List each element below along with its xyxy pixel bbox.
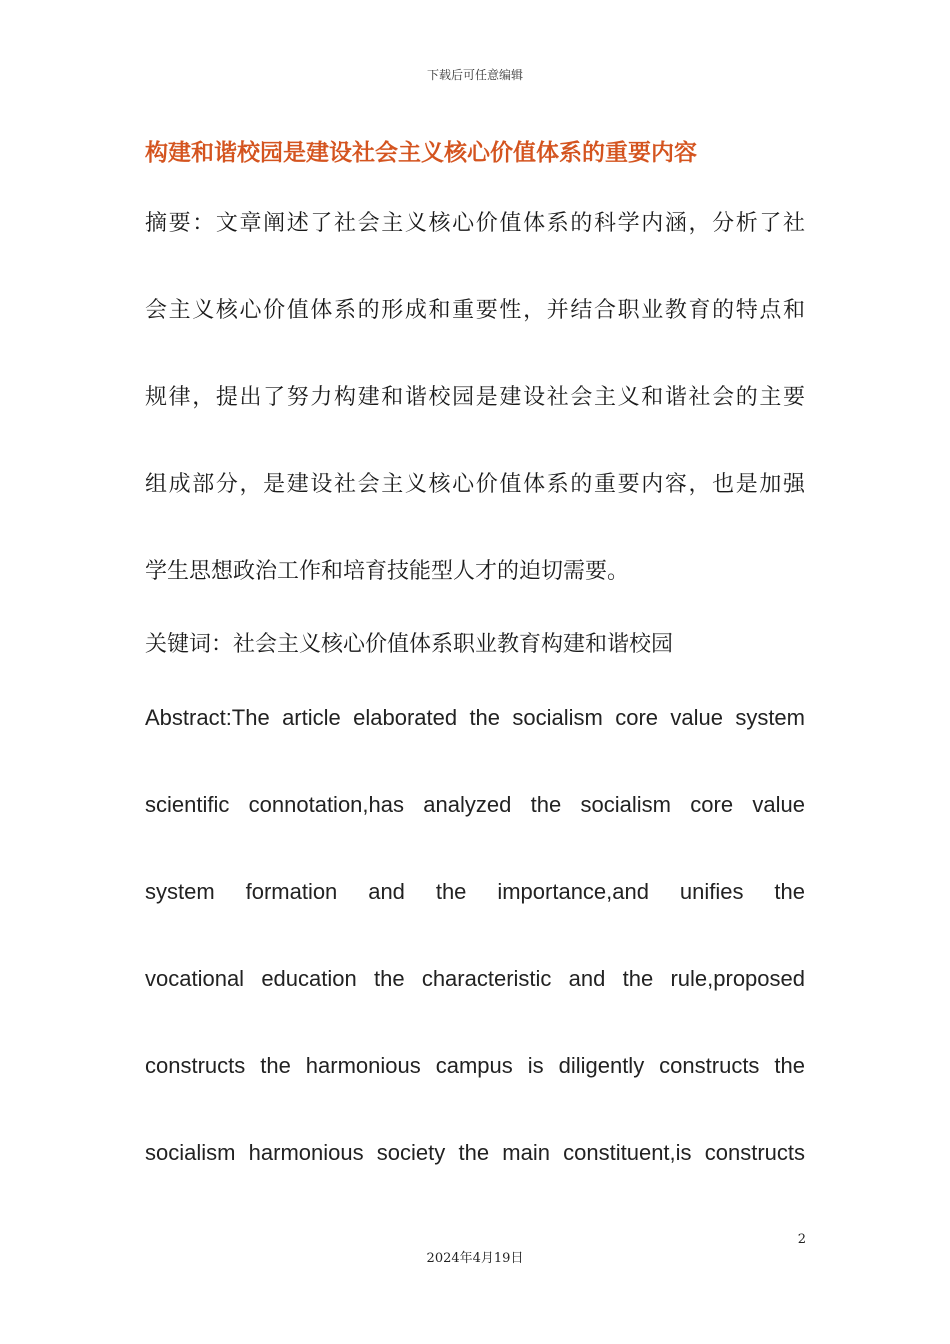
abstract-en-line-1: Abstract:The article elaborated the socialism core value system	[145, 705, 805, 730]
abstract-en-line-2: scientific connotation,has analyzed the socialism core value	[145, 792, 805, 817]
page-header: 下载后可任意编辑	[426, 68, 523, 82]
abstract-cn-line-3: 规律，提出了努力构建和谐校园是建设社会主义和谐社会的主要	[145, 385, 805, 410]
abstract-cn-line-2: 会主义核心价值体系的形成和重要性，并结合职业教育的特点和	[145, 298, 805, 323]
abstract-en-line-3: system formation and the importance,and unifies the	[145, 879, 805, 904]
abstract-cn-line-1: 摘要：文章阐述了社会主义核心价值体系的科学内涵，分析了社	[145, 211, 805, 236]
abstract-en-line-6: socialism harmonious society the main constituent,is constructs	[145, 1140, 805, 1165]
abstract-en-line-5: constructs the harmonious campus is diligently constructs the	[145, 1053, 805, 1078]
abstract-cn-line-5: 学生思想政治工作和培育技能型人才的迫切需要。	[145, 559, 630, 584]
document-title: 构建和谐校园是建设社会主义核心价值体系的重要内容	[145, 140, 697, 166]
abstract-en-line-4: vocational education the characteristic and the rule,proposed	[145, 966, 805, 991]
keywords-line: 关键词：社会主义核心价值体系职业教育构建和谐校园	[145, 632, 674, 657]
abstract-cn-line-4: 组成部分，是建设社会主义核心价值体系的重要内容，也是加强	[145, 472, 805, 497]
page-number: 2	[797, 1232, 806, 1247]
page-footer-date: 2024年4月19日	[426, 1251, 524, 1266]
